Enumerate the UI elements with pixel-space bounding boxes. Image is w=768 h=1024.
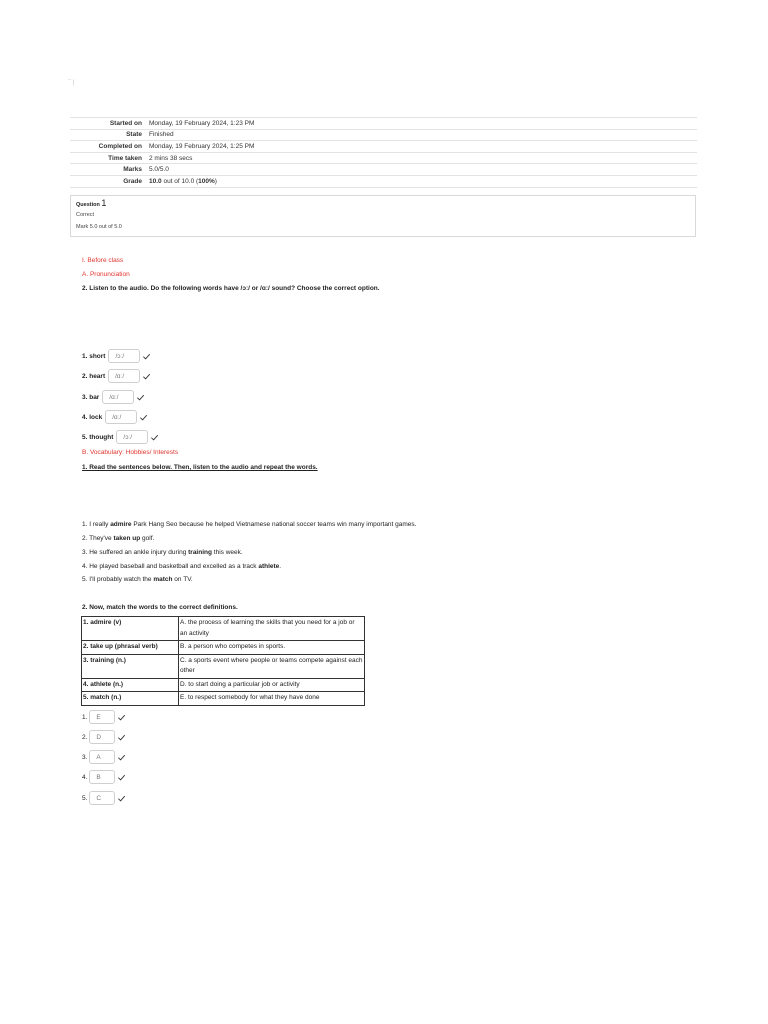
match-word: 4. athlete (n.): [82, 678, 179, 692]
match-word: 2. take up (phrasal verb): [82, 641, 179, 655]
grade-value: [149, 175, 697, 187]
pron-item-2: [82, 368, 151, 384]
completed-value: Monday, 19 February 2024, 1:25 PM: [149, 141, 697, 153]
started-value: Monday, 19 February 2024, 1:23 PM: [149, 118, 697, 130]
state-label: State: [70, 129, 149, 141]
pron-item-4: [82, 409, 148, 425]
pron-item-5: [82, 429, 159, 445]
match-answer-select[interactable]: D: [89, 730, 115, 744]
pronunciation-instruction: 2. Listen to the audio. Do the following words have /ɔː/ or /ɑː/ sound? Choose the correct option.: [82, 285, 380, 292]
match-answer-2: [82, 729, 126, 745]
state-value: Finished: [149, 129, 697, 141]
check-icon: [142, 372, 151, 381]
sentence-pre: 2. They've: [82, 535, 114, 542]
check-icon: [136, 393, 145, 402]
grade-score: 10.0: [149, 177, 162, 185]
question-number: 1: [101, 198, 107, 208]
corner-mark: ¯ |: [68, 80, 75, 86]
match-instruction: 2. Now, match the words to the correct definitions.: [82, 604, 238, 611]
question-status: Correct: [76, 212, 95, 218]
table-row: [82, 678, 365, 692]
sentence-2: [82, 535, 154, 542]
match-word: 5. match (n.): [82, 692, 179, 706]
match-definition: D. to start doing a particular job or activity: [179, 678, 365, 692]
sentence-post: golf.: [140, 535, 155, 542]
sentence-keyword: match: [153, 576, 173, 583]
match-definition: C. a sports event where people or teams compete against each other: [179, 654, 365, 678]
match-answer-1: [82, 709, 126, 725]
attempt-summary-table: [70, 117, 697, 188]
sentence-post: .: [279, 563, 282, 570]
sentence-keyword: athlete: [258, 563, 280, 570]
sentence-pre: 3. He suffered an ankle injury during: [82, 549, 189, 556]
match-answer-number: 1.: [82, 713, 88, 721]
section-sub-vocabulary: B. Vocabulary: Hobbies/ Interests: [82, 449, 179, 456]
started-label: Started on: [70, 118, 149, 130]
sentence-post: Park Hang Seo because he helped Vietnamese national soccer teams win many important games.: [131, 521, 417, 528]
grade-end: ): [214, 177, 217, 185]
sentence-keyword: training: [188, 549, 212, 556]
match-answer-number: 2.: [82, 733, 88, 741]
pron-answer-select[interactable]: /ɔː/: [108, 349, 140, 363]
grade-mid: out of 10.0 (: [161, 177, 199, 185]
check-icon: [139, 413, 148, 422]
match-definitions-table: [81, 616, 365, 706]
grade-percent: 100%: [198, 177, 215, 185]
sentence-pre: 1. I really: [82, 521, 111, 528]
summary-row-completed: [70, 141, 697, 153]
pron-answer-select[interactable]: /ɑː/: [108, 369, 140, 383]
pron-answer-select[interactable]: /ɔː/: [116, 430, 148, 444]
question-label: Question: [76, 202, 102, 208]
match-word: 3. training (n.): [82, 654, 179, 678]
section-sub-pronunciation: A. Pronunciation: [82, 271, 130, 278]
grade-label: Grade: [70, 175, 149, 187]
check-icon: [117, 733, 126, 742]
time-label: Time taken: [70, 152, 149, 164]
match-definition: E. to respect somebody for what they have done: [179, 692, 365, 706]
marks-label: Marks: [70, 164, 149, 176]
table-row: [82, 692, 365, 706]
check-icon: [117, 794, 126, 803]
pron-label: 1. short: [82, 352, 106, 360]
match-answer-3: [82, 749, 126, 765]
sentence-pre: 5. I'll probably watch the: [82, 576, 154, 583]
match-word: 1. admire (v): [82, 617, 179, 641]
sentence-3: [82, 549, 243, 556]
match-definition: A. the process of learning the skills that you need for a job or an activity: [179, 617, 365, 641]
check-icon: [117, 773, 126, 782]
table-row: [82, 617, 365, 641]
check-icon: [142, 352, 151, 361]
match-answer-4: [82, 769, 126, 785]
match-definition: B. a person who competes in sports.: [179, 641, 365, 655]
section-heading-before-class: I. Before class: [82, 257, 124, 264]
match-answer-select[interactable]: E: [89, 710, 115, 724]
marks-value: 5.0/5.0: [149, 164, 697, 176]
check-icon: [150, 433, 159, 442]
sentence-keyword: admire: [110, 521, 132, 528]
summary-row-started: [70, 118, 697, 130]
match-answer-number: 5.: [82, 794, 88, 802]
summary-row-marks: [70, 164, 697, 176]
match-answer-number: 4.: [82, 773, 88, 781]
pron-label: 5. thought: [82, 433, 114, 441]
match-answer-select[interactable]: B: [89, 770, 115, 784]
completed-label: Completed on: [70, 141, 149, 153]
pron-item-3: [82, 389, 145, 405]
question-mark: Mark 5.0 out of 5.0: [76, 224, 122, 230]
table-row: [82, 654, 365, 678]
table-row: [82, 641, 365, 655]
summary-row-grade: [70, 175, 697, 187]
question-title: [76, 198, 106, 208]
summary-row-state: [70, 129, 697, 141]
sentence-5: [82, 576, 193, 583]
check-icon: [117, 713, 126, 722]
check-icon: [117, 753, 126, 762]
pron-answer-select[interactable]: /ɑː/: [105, 410, 137, 424]
match-answer-number: 3.: [82, 753, 88, 761]
sentence-post: this week.: [211, 549, 243, 556]
summary-row-time: [70, 152, 697, 164]
sentence-keyword: taken up: [113, 535, 141, 542]
pron-label: 4. lock: [82, 413, 103, 421]
pron-answer-select[interactable]: /ɑː/: [102, 390, 134, 404]
pron-label: 3. bar: [82, 393, 100, 401]
sentence-pre: 4. He played baseball and basketball and excelled as a track: [82, 563, 259, 570]
vocabulary-instruction: 1. Read the sentences below. Then, listen to the audio and repeat the words.: [82, 464, 318, 471]
match-answer-select[interactable]: A: [89, 750, 115, 764]
question-info-box: [70, 195, 696, 237]
pron-item-1: [82, 348, 151, 364]
sentence-4: [82, 563, 281, 570]
sentence-1: [82, 521, 416, 528]
sentence-post: on TV.: [172, 576, 193, 583]
match-answer-select[interactable]: C: [89, 791, 115, 805]
match-answer-5: [82, 790, 126, 806]
time-value: 2 mins 38 secs: [149, 152, 697, 164]
pron-label: 2. heart: [82, 372, 106, 380]
